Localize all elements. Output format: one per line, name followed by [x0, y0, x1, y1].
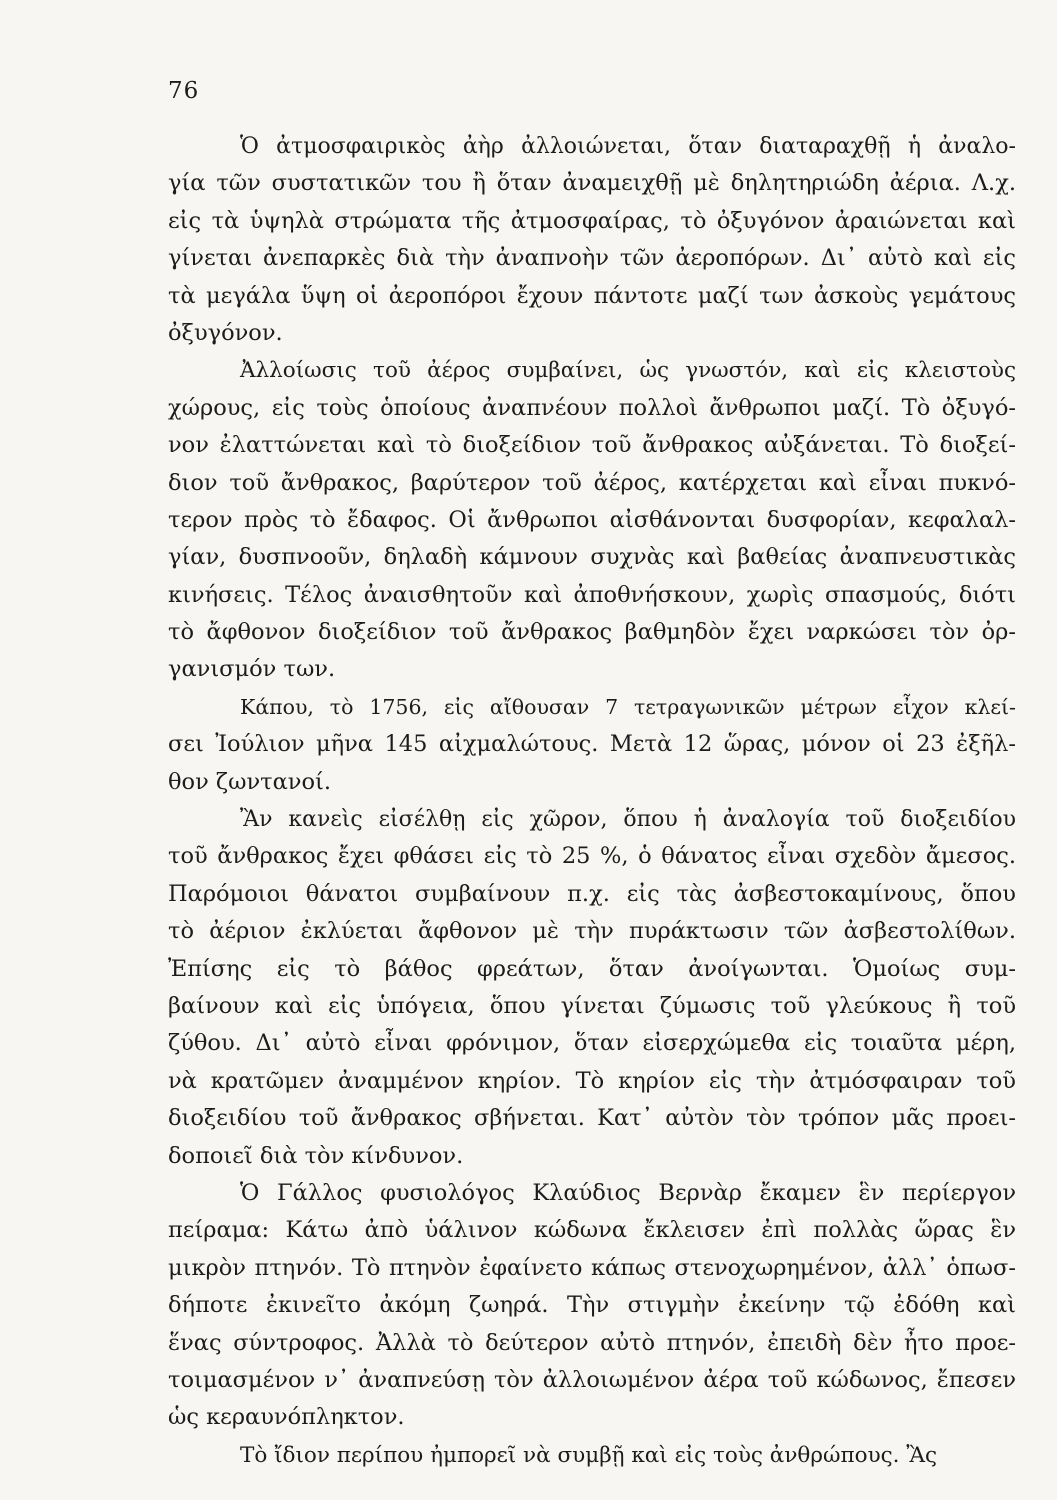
text-line: Ἀλλοίωσις τοῦ ἀέρος συμβαίνει, ὡς γνωστόν, καὶ εἰς κλειστοὺς	[240, 358, 1016, 384]
text-line: γίαν, δυσπνοοῦν, δηλαδὴ κάμνουν συχνὰς καὶ βαθείας ἀναπνευστικὰς	[168, 544, 1016, 571]
text-line: τὰ μεγάλα ὕψη οἱ ἀεροπόροι ἔχουν πάντοτε μαζί των ἀσκοὺς γεμάτους	[168, 282, 1016, 309]
text-line: Τὸ ἴδιον περίπου ἠμπορεῖ νὰ συμβῇ καὶ εἰς τοὺς ἀνθρώπους. Ἂς	[240, 1442, 938, 1468]
text-line: διον τοῦ ἄνθρακος, βαρύτερον τοῦ ἀέρος, κατέρχεται καὶ εἶναι πυκνό-	[168, 469, 1016, 496]
paragraph	[168, 689, 1016, 801]
paragraph	[168, 128, 1016, 352]
text-line: ὀξυγόνον.	[168, 319, 283, 346]
text-line: τὸ ἀέριον ἐκλύεται ἄφθονον μὲ τὴν πυράκτωσιν τῶν ἀσβεστολίθων.	[168, 918, 1016, 945]
text-line: ἕνας σύντροφος. Ἀλλὰ τὸ δεύτερον αὐτὸ πτηνόν, ἐπειδὴ δὲν ἦτο προε-	[168, 1329, 1016, 1356]
text-line: δήποτε ἐκινεῖτο ἀκόμη ζωηρά. Τὴν στιγμὴν ἐκείνην τῷ ἐδόθη καὶ	[168, 1292, 1016, 1319]
text-line: θον ζωντανοί.	[168, 768, 331, 795]
text-line: πείραμα: Κάτω ἀπὸ ὑάλινον κώδωνα ἔκλεισεν ἐπὶ πολλὰς ὥρας ἓν	[168, 1217, 1016, 1244]
body-text	[168, 128, 1016, 1474]
text-line: νὰ κρατῶμεν ἀναμμένον κηρίον. Τὸ κηρίον εἰς τὴν ἀτμόσφαιραν τοῦ	[168, 1067, 1016, 1094]
text-line: Ἐπίσης εἰς τὸ βάθος φρεάτων, ὅταν ἀνοίγωνται. Ὁμοίως συμ-	[168, 955, 1016, 982]
text-line: ὡς κεραυνόπληκτον.	[168, 1404, 405, 1431]
text-line: τὸ ἄφθονον διοξείδιον τοῦ ἄνθρακος βαθμηδὸν ἔχει ναρκώσει τὸν ὀρ-	[168, 619, 1016, 646]
paragraph	[168, 1175, 1016, 1437]
page-number: 76	[168, 78, 200, 104]
text-line: Παρόμοιοι θάνατοι συμβαίνουν π.χ. εἰς τὰς ἀσβεστοκαμίνους, ὅπου	[168, 880, 1016, 907]
text-line: νον ἐλαττώνεται καὶ τὸ διοξείδιον τοῦ ἄνθρακος αὐξάνεται. Τὸ διοξεί-	[168, 432, 1016, 459]
text-line: τερον πρὸς τὸ ἔδαφος. Οἱ ἄνθρωποι αἰσθάνονται δυσφορίαν, κεφαλαλ-	[168, 506, 1016, 533]
text-line: βαίνουν καὶ εἰς ὑπόγεια, ὅπου γίνεται ζύμωσις τοῦ γλεύκους ἢ τοῦ	[168, 992, 1016, 1019]
text-line: Ἂν κανεὶς εἰσέλθῃ εἰς χῶρον, ὅπου ἡ ἀναλογία τοῦ διοξειδίου	[240, 807, 1016, 833]
text-line: κινήσεις. Τέλος ἀναισθητοῦν καὶ ἀποθνήσκουν, χωρὶς σπασμούς, διότι	[168, 581, 1016, 608]
text-line: τοῦ ἄνθρακος ἔχει φθάσει εἰς τὸ 25 %, ὁ θάνατος εἶναι σχεδὸν ἄμεσος.	[168, 843, 1016, 870]
paragraph	[168, 1437, 1016, 1474]
text-line: τοιμασμένον ν᾽ ἀναπνεύσῃ τὸν ἀλλοιωμένον ἀέρα τοῦ κώδωνος, ἔπεσεν	[168, 1366, 1016, 1393]
text-line: χώρους, εἰς τοὺς ὁποίους ἀναπνέουν πολλοὶ ἄνθρωποι μαζί. Τὸ ὀξυγό-	[168, 394, 1016, 421]
paragraph	[168, 801, 1016, 1175]
text-line: γανισμόν των.	[168, 656, 336, 683]
text-line: Ὁ Γάλλος φυσιολόγος Κλαύδιος Βερνὰρ ἔκαμεν ἓν περίεργον	[240, 1179, 1016, 1206]
text-line: μικρὸν πτηνόν. Τὸ πτηνὸν ἐφαίνετο κάπως στενοχωρημένον, ἀλλ᾽ ὁπωσ-	[168, 1254, 1016, 1281]
text-line: διοξειδίου τοῦ ἄνθρακος σβήνεται. Κατ᾽ αὐτὸν τὸν τρόπον μᾶς προει-	[168, 1105, 1016, 1132]
text-line: εἰς τὰ ὑψηλὰ στρώματα τῆς ἀτμοσφαίρας, τὸ ὀξυγόνον ἀραιώνεται καὶ	[168, 207, 1016, 234]
text-line: σει Ἰούλιον μῆνα 145 αἰχμαλώτους. Μετὰ 12 ὥρας, μόνον οἱ 23 ἐξῆλ-	[168, 731, 1016, 758]
text-line: Ὁ ἀτμοσφαιρικὸς ἀὴρ ἀλλοιώνεται, ὅταν διαταραχθῇ ἡ ἀναλο-	[240, 134, 1016, 159]
paragraph	[168, 352, 1016, 689]
text-line: γίνεται ἀνεπαρκὲς διὰ τὴν ἀναπνοὴν τῶν ἀεροπόρων. Δι᾽ αὐτὸ καὶ εἰς	[168, 245, 1016, 272]
text-line: Κάπου, τὸ 1756, εἰς αἴθουσαν 7 τετραγωνικῶν μέτρων εἶχον κλεί-	[240, 694, 1016, 719]
text-line: ζύθου. Δι᾽ αὐτὸ εἶναι φρόνιμον, ὅταν εἰσερχώμεθα εἰς τοιαῦτα μέρη,	[168, 1030, 1016, 1057]
text-line: γία τῶν συστατικῶν του ἢ ὅταν ἀναμειχθῇ μὲ δηλητηριώδη ἀέρια. Λ.χ.	[168, 170, 1016, 197]
text-line: δοποιεῖ διὰ τὸν κίνδυνον.	[168, 1142, 464, 1169]
